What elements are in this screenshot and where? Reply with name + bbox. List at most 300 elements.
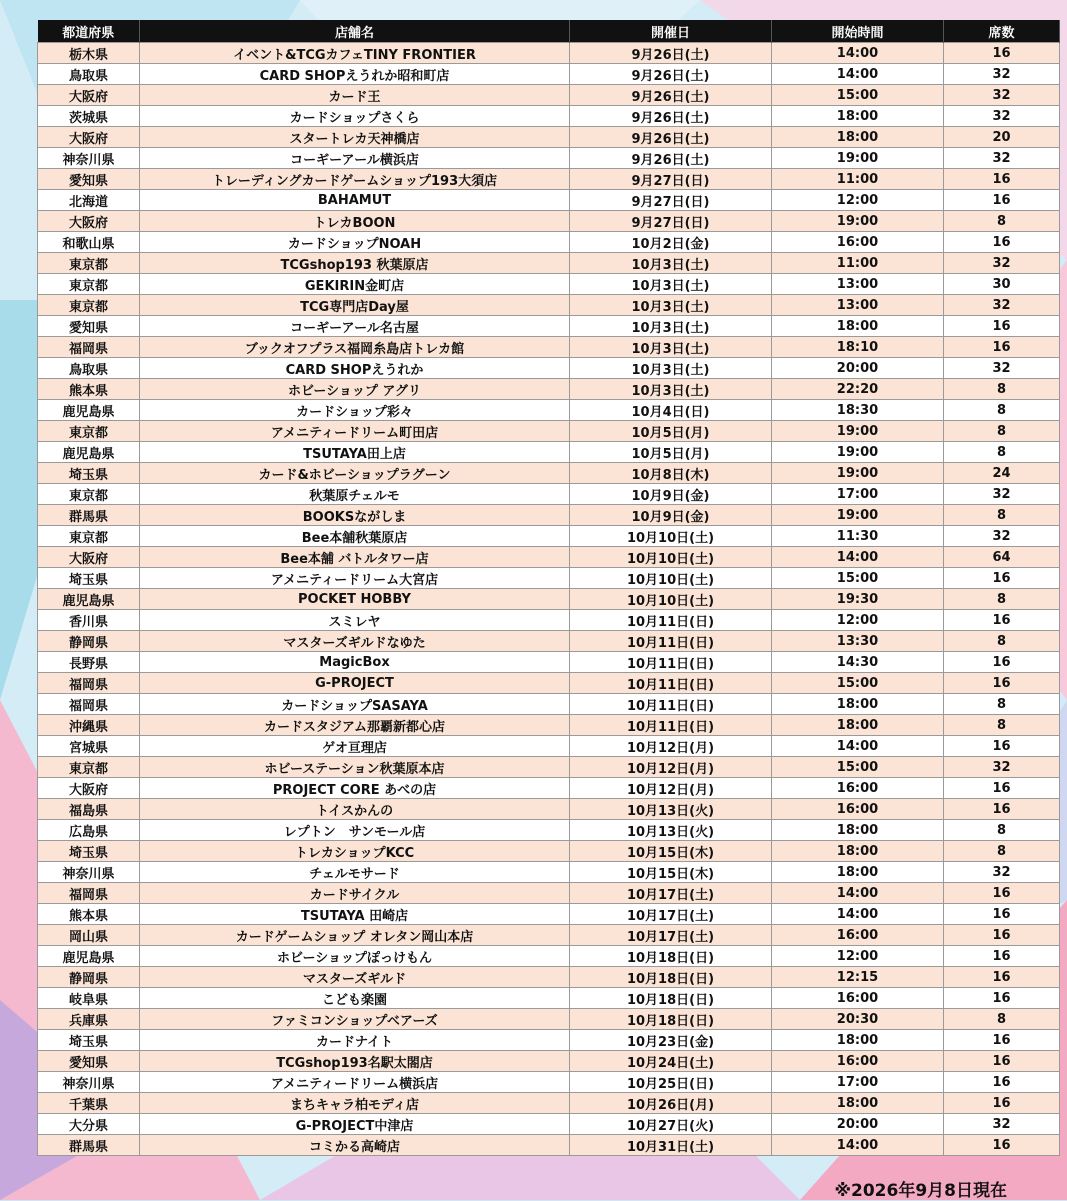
- table-row: [38, 337, 1060, 358]
- cell-seats: 16: [944, 1072, 1060, 1093]
- cell-start-time: 19:00: [772, 505, 944, 526]
- cell-store-name: トレーディングカードゲームショップ193大須店: [140, 169, 570, 190]
- cell-start-time: 22:20: [772, 379, 944, 400]
- cell-prefecture: 福岡県: [38, 673, 140, 694]
- cell-prefecture: 東京都: [38, 484, 140, 505]
- cell-store-name: TSUTAYA田上店: [140, 442, 570, 463]
- cell-seats: 8: [944, 820, 1060, 841]
- cell-store-name: コーギーアール名古屋: [140, 316, 570, 337]
- cell-date: 10月4日(日): [570, 400, 772, 421]
- cell-prefecture: 大阪府: [38, 127, 140, 148]
- table-row: [38, 526, 1060, 547]
- header-date: 開催日: [570, 20, 772, 43]
- cell-date: 10月11日(日): [570, 715, 772, 736]
- cell-seats: 32: [944, 757, 1060, 778]
- cell-date: 10月18日(日): [570, 967, 772, 988]
- cell-start-time: 19:30: [772, 589, 944, 610]
- cell-store-name: カードショップ彩々: [140, 400, 570, 421]
- table-row: [38, 505, 1060, 526]
- table-row: [38, 715, 1060, 736]
- cell-seats: 16: [944, 925, 1060, 946]
- cell-store-name: G-PROJECT中津店: [140, 1114, 570, 1135]
- cell-date: 10月25日(日): [570, 1072, 772, 1093]
- cell-start-time: 14:00: [772, 1135, 944, 1156]
- cell-date: 9月26日(土): [570, 43, 772, 64]
- cell-date: 10月3日(土): [570, 379, 772, 400]
- table-row: [38, 43, 1060, 64]
- cell-start-time: 15:00: [772, 85, 944, 106]
- cell-store-name: CARD SHOPえうれか: [140, 358, 570, 379]
- cell-prefecture: 鹿児島県: [38, 442, 140, 463]
- cell-date: 10月13日(火): [570, 799, 772, 820]
- cell-date: 10月15日(木): [570, 862, 772, 883]
- cell-store-name: Bee本舗秋葉原店: [140, 526, 570, 547]
- cell-prefecture: 静岡県: [38, 967, 140, 988]
- cell-store-name: イベント&TCGカフェTINY FRONTIER: [140, 43, 570, 64]
- table-row: [38, 190, 1060, 211]
- table-row: [38, 1030, 1060, 1051]
- cell-seats: 16: [944, 799, 1060, 820]
- cell-start-time: 14:00: [772, 736, 944, 757]
- cell-seats: 16: [944, 967, 1060, 988]
- cell-seats: 32: [944, 358, 1060, 379]
- cell-date: 10月10日(土): [570, 568, 772, 589]
- cell-store-name: Bee本舗 バトルタワー店: [140, 547, 570, 568]
- cell-start-time: 13:00: [772, 295, 944, 316]
- cell-date: 10月23日(金): [570, 1030, 772, 1051]
- table-row: [38, 358, 1060, 379]
- cell-seats: 16: [944, 1051, 1060, 1072]
- cell-seats: 16: [944, 568, 1060, 589]
- cell-date: 10月31日(土): [570, 1135, 772, 1156]
- cell-start-time: 15:00: [772, 568, 944, 589]
- cell-date: 10月5日(月): [570, 442, 772, 463]
- as-of-date-note: ※2026年9月8日現在: [834, 1181, 1007, 1201]
- table-row: [38, 127, 1060, 148]
- table-row: [38, 820, 1060, 841]
- cell-seats: 16: [944, 673, 1060, 694]
- cell-date: 10月13日(火): [570, 820, 772, 841]
- table-row: [38, 1051, 1060, 1072]
- cell-date: 10月3日(土): [570, 316, 772, 337]
- cell-start-time: 12:00: [772, 190, 944, 211]
- cell-prefecture: 神奈川県: [38, 148, 140, 169]
- table-row: [38, 295, 1060, 316]
- cell-start-time: 11:00: [772, 169, 944, 190]
- cell-start-time: 19:00: [772, 463, 944, 484]
- cell-start-time: 19:00: [772, 442, 944, 463]
- cell-seats: 16: [944, 232, 1060, 253]
- cell-date: 10月12日(月): [570, 778, 772, 799]
- cell-seats: 8: [944, 400, 1060, 421]
- cell-seats: 8: [944, 1009, 1060, 1030]
- cell-seats: 16: [944, 610, 1060, 631]
- table-row: [38, 1114, 1060, 1135]
- cell-date: 10月3日(土): [570, 253, 772, 274]
- cell-store-name: トレカBOON: [140, 211, 570, 232]
- cell-date: 10月17日(土): [570, 925, 772, 946]
- cell-store-name: カードショップさくら: [140, 106, 570, 127]
- cell-date: 10月8日(木): [570, 463, 772, 484]
- table-row: [38, 400, 1060, 421]
- table-row: [38, 967, 1060, 988]
- cell-store-name: まちキャラ柏モディ店: [140, 1093, 570, 1114]
- cell-prefecture: 東京都: [38, 253, 140, 274]
- cell-date: 10月12日(月): [570, 757, 772, 778]
- table-row: [38, 274, 1060, 295]
- cell-seats: 16: [944, 946, 1060, 967]
- cell-start-time: 14:00: [772, 883, 944, 904]
- cell-prefecture: 和歌山県: [38, 232, 140, 253]
- cell-seats: 30: [944, 274, 1060, 295]
- cell-seats: 16: [944, 652, 1060, 673]
- cell-seats: 8: [944, 442, 1060, 463]
- cell-store-name: TCG専門店Day屋: [140, 295, 570, 316]
- cell-seats: 8: [944, 379, 1060, 400]
- cell-start-time: 14:00: [772, 64, 944, 85]
- cell-seats: 16: [944, 190, 1060, 211]
- cell-date: 9月26日(土): [570, 85, 772, 106]
- table-row: [38, 379, 1060, 400]
- cell-date: 10月18日(日): [570, 946, 772, 967]
- cell-start-time: 18:00: [772, 841, 944, 862]
- cell-seats: 8: [944, 715, 1060, 736]
- cell-prefecture: 福島県: [38, 799, 140, 820]
- cell-start-time: 18:10: [772, 337, 944, 358]
- table-row: [38, 610, 1060, 631]
- table-row: [38, 253, 1060, 274]
- cell-start-time: 15:00: [772, 757, 944, 778]
- table-row: [38, 988, 1060, 1009]
- cell-prefecture: 鳥取県: [38, 358, 140, 379]
- cell-seats: 16: [944, 736, 1060, 757]
- cell-seats: 8: [944, 694, 1060, 715]
- cell-prefecture: 神奈川県: [38, 862, 140, 883]
- cell-prefecture: 大分県: [38, 1114, 140, 1135]
- cell-start-time: 20:30: [772, 1009, 944, 1030]
- table-row: [38, 1072, 1060, 1093]
- cell-prefecture: 大阪府: [38, 778, 140, 799]
- table-row: [38, 925, 1060, 946]
- cell-store-name: アメニティードリーム大宮店: [140, 568, 570, 589]
- cell-store-name: アメニティードリーム町田店: [140, 421, 570, 442]
- cell-start-time: 11:30: [772, 526, 944, 547]
- cell-date: 10月11日(日): [570, 631, 772, 652]
- cell-store-name: レプトン サンモール店: [140, 820, 570, 841]
- cell-prefecture: 鹿児島県: [38, 946, 140, 967]
- cell-seats: 16: [944, 1093, 1060, 1114]
- cell-start-time: 17:00: [772, 484, 944, 505]
- cell-date: 10月17日(土): [570, 883, 772, 904]
- cell-date: 10月15日(木): [570, 841, 772, 862]
- cell-start-time: 16:00: [772, 799, 944, 820]
- cell-date: 10月18日(日): [570, 1009, 772, 1030]
- table-row: [38, 652, 1060, 673]
- cell-start-time: 12:00: [772, 946, 944, 967]
- cell-seats: 16: [944, 43, 1060, 64]
- cell-seats: 16: [944, 1030, 1060, 1051]
- cell-seats: 32: [944, 1114, 1060, 1135]
- cell-prefecture: 大阪府: [38, 547, 140, 568]
- cell-start-time: 13:00: [772, 274, 944, 295]
- cell-start-time: 18:00: [772, 1030, 944, 1051]
- cell-store-name: カードサイクル: [140, 883, 570, 904]
- cell-prefecture: 群馬県: [38, 505, 140, 526]
- cell-seats: 32: [944, 253, 1060, 274]
- cell-prefecture: 長野県: [38, 652, 140, 673]
- cell-date: 10月17日(土): [570, 904, 772, 925]
- cell-seats: 32: [944, 526, 1060, 547]
- table-row: [38, 211, 1060, 232]
- cell-date: 10月12日(月): [570, 736, 772, 757]
- cell-seats: 24: [944, 463, 1060, 484]
- cell-prefecture: 東京都: [38, 274, 140, 295]
- table-row: [38, 232, 1060, 253]
- cell-start-time: 13:30: [772, 631, 944, 652]
- cell-prefecture: 鳥取県: [38, 64, 140, 85]
- cell-seats: 32: [944, 484, 1060, 505]
- cell-prefecture: 大阪府: [38, 211, 140, 232]
- table-row: [38, 547, 1060, 568]
- cell-date: 9月27日(日): [570, 169, 772, 190]
- cell-store-name: スタートレカ天神橋店: [140, 127, 570, 148]
- cell-store-name: ファミコンショップベアーズ: [140, 1009, 570, 1030]
- header-start-time: 開始時間: [772, 20, 944, 43]
- cell-start-time: 11:00: [772, 253, 944, 274]
- table-row: [38, 106, 1060, 127]
- cell-start-time: 18:00: [772, 862, 944, 883]
- cell-prefecture: 岡山県: [38, 925, 140, 946]
- cell-start-time: 17:00: [772, 1072, 944, 1093]
- header-prefecture: 都道府県: [38, 20, 140, 43]
- cell-prefecture: 北海道: [38, 190, 140, 211]
- cell-prefecture: 東京都: [38, 757, 140, 778]
- table-row: [38, 442, 1060, 463]
- cell-store-name: チェルモサード: [140, 862, 570, 883]
- cell-seats: 32: [944, 862, 1060, 883]
- cell-prefecture: 埼玉県: [38, 568, 140, 589]
- cell-store-name: MagicBox: [140, 652, 570, 673]
- cell-date: 10月27日(火): [570, 1114, 772, 1135]
- cell-start-time: 19:00: [772, 421, 944, 442]
- cell-store-name: マスターズギルドなゆた: [140, 631, 570, 652]
- header-seats: 席数: [944, 20, 1060, 43]
- cell-store-name: カード&ホビーショップラグーン: [140, 463, 570, 484]
- cell-date: 9月27日(日): [570, 211, 772, 232]
- cell-seats: 32: [944, 64, 1060, 85]
- cell-start-time: 16:00: [772, 988, 944, 1009]
- cell-store-name: カードナイト: [140, 1030, 570, 1051]
- cell-store-name: こども楽園: [140, 988, 570, 1009]
- cell-date: 9月27日(日): [570, 190, 772, 211]
- cell-start-time: 18:00: [772, 715, 944, 736]
- cell-date: 9月26日(土): [570, 148, 772, 169]
- table-row: [38, 736, 1060, 757]
- cell-start-time: 19:00: [772, 211, 944, 232]
- cell-seats: 64: [944, 547, 1060, 568]
- cell-store-name: トレカショップKCC: [140, 841, 570, 862]
- cell-seats: 8: [944, 589, 1060, 610]
- cell-store-name: カードショップNOAH: [140, 232, 570, 253]
- cell-date: 10月10日(土): [570, 526, 772, 547]
- cell-date: 10月11日(日): [570, 652, 772, 673]
- cell-store-name: TCGshop193名駅太閤店: [140, 1051, 570, 1072]
- cell-start-time: 16:00: [772, 1051, 944, 1072]
- cell-store-name: マスターズギルド: [140, 967, 570, 988]
- cell-start-time: 14:30: [772, 652, 944, 673]
- table-row: [38, 841, 1060, 862]
- table-row: [38, 1093, 1060, 1114]
- table-row: [38, 568, 1060, 589]
- cell-date: 9月26日(土): [570, 106, 772, 127]
- cell-start-time: 16:00: [772, 778, 944, 799]
- cell-date: 10月18日(日): [570, 988, 772, 1009]
- cell-date: 10月3日(土): [570, 358, 772, 379]
- cell-start-time: 18:30: [772, 400, 944, 421]
- cell-prefecture: 兵庫県: [38, 1009, 140, 1030]
- cell-store-name: ホビーショップぽっけもん: [140, 946, 570, 967]
- table-row: [38, 694, 1060, 715]
- cell-date: 10月9日(金): [570, 484, 772, 505]
- cell-prefecture: 広島県: [38, 820, 140, 841]
- cell-date: 10月11日(日): [570, 610, 772, 631]
- table-row: [38, 631, 1060, 652]
- cell-date: 10月11日(日): [570, 673, 772, 694]
- cell-prefecture: 宮城県: [38, 736, 140, 757]
- table-row: [38, 673, 1060, 694]
- cell-seats: 8: [944, 211, 1060, 232]
- header-store-name: 店舗名: [140, 20, 570, 43]
- cell-store-name: POCKET HOBBY: [140, 589, 570, 610]
- cell-date: 10月10日(土): [570, 589, 772, 610]
- cell-seats: 32: [944, 148, 1060, 169]
- cell-prefecture: 愛知県: [38, 1051, 140, 1072]
- cell-prefecture: 静岡県: [38, 631, 140, 652]
- table-row: [38, 862, 1060, 883]
- cell-start-time: 18:00: [772, 316, 944, 337]
- cell-store-name: 秋葉原チェルモ: [140, 484, 570, 505]
- cell-store-name: アメニティードリーム横浜店: [140, 1072, 570, 1093]
- table-row: [38, 148, 1060, 169]
- cell-start-time: 16:00: [772, 925, 944, 946]
- cell-prefecture: 熊本県: [38, 379, 140, 400]
- cell-store-name: ゲオ亘理店: [140, 736, 570, 757]
- table-header: [38, 20, 1060, 43]
- cell-start-time: 20:00: [772, 1114, 944, 1135]
- cell-prefecture: 東京都: [38, 421, 140, 442]
- cell-seats: 16: [944, 169, 1060, 190]
- cell-prefecture: 千葉県: [38, 1093, 140, 1114]
- cell-seats: 16: [944, 1135, 1060, 1156]
- cell-start-time: 14:00: [772, 904, 944, 925]
- cell-seats: 20: [944, 127, 1060, 148]
- cell-seats: 16: [944, 988, 1060, 1009]
- cell-store-name: カードゲームショップ オレタン岡山本店: [140, 925, 570, 946]
- cell-date: 10月5日(月): [570, 421, 772, 442]
- table-row: [38, 904, 1060, 925]
- cell-prefecture: 群馬県: [38, 1135, 140, 1156]
- cell-prefecture: 岐阜県: [38, 988, 140, 1009]
- cell-start-time: 18:00: [772, 1093, 944, 1114]
- cell-seats: 16: [944, 337, 1060, 358]
- cell-store-name: BOOKSながしま: [140, 505, 570, 526]
- cell-prefecture: 茨城県: [38, 106, 140, 127]
- cell-prefecture: 福岡県: [38, 694, 140, 715]
- cell-prefecture: 熊本県: [38, 904, 140, 925]
- cell-start-time: 14:00: [772, 43, 944, 64]
- cell-date: 10月26日(月): [570, 1093, 772, 1114]
- cell-prefecture: 神奈川県: [38, 1072, 140, 1093]
- cell-prefecture: 鹿児島県: [38, 400, 140, 421]
- table-row: [38, 484, 1060, 505]
- cell-date: 10月3日(土): [570, 274, 772, 295]
- table-row: [38, 85, 1060, 106]
- cell-store-name: コーギーアール横浜店: [140, 148, 570, 169]
- table-row: [38, 463, 1060, 484]
- cell-start-time: 18:00: [772, 694, 944, 715]
- cell-prefecture: 埼玉県: [38, 463, 140, 484]
- cell-store-name: PROJECT CORE あべの店: [140, 778, 570, 799]
- cell-store-name: GEKIRIN金町店: [140, 274, 570, 295]
- cell-date: 10月2日(金): [570, 232, 772, 253]
- table-row: [38, 883, 1060, 904]
- table-row: [38, 421, 1060, 442]
- table-row: [38, 778, 1060, 799]
- event-schedule-table: [37, 20, 1060, 1156]
- cell-start-time: 15:00: [772, 673, 944, 694]
- table-row: [38, 64, 1060, 85]
- cell-prefecture: 愛知県: [38, 316, 140, 337]
- cell-prefecture: 福岡県: [38, 337, 140, 358]
- cell-date: 10月11日(日): [570, 694, 772, 715]
- cell-store-name: ホビーステーション秋葉原本店: [140, 757, 570, 778]
- cell-prefecture: 東京都: [38, 526, 140, 547]
- cell-date: 10月3日(土): [570, 337, 772, 358]
- cell-seats: 8: [944, 505, 1060, 526]
- cell-store-name: TSUTAYA 田崎店: [140, 904, 570, 925]
- table-row: [38, 757, 1060, 778]
- cell-store-name: カード王: [140, 85, 570, 106]
- cell-start-time: 18:00: [772, 106, 944, 127]
- cell-prefecture: 埼玉県: [38, 1030, 140, 1051]
- cell-seats: 8: [944, 631, 1060, 652]
- cell-date: 10月9日(金): [570, 505, 772, 526]
- cell-seats: 8: [944, 841, 1060, 862]
- event-table-container: [37, 20, 1059, 1156]
- cell-seats: 16: [944, 883, 1060, 904]
- cell-seats: 16: [944, 904, 1060, 925]
- cell-prefecture: 東京都: [38, 295, 140, 316]
- cell-store-name: コミかる高崎店: [140, 1135, 570, 1156]
- cell-seats: 32: [944, 295, 1060, 316]
- cell-prefecture: 埼玉県: [38, 841, 140, 862]
- cell-start-time: 18:00: [772, 127, 944, 148]
- cell-store-name: ブックオフプラス福岡糸島店トレカ館: [140, 337, 570, 358]
- table-row: [38, 1009, 1060, 1030]
- cell-store-name: TCGshop193 秋葉原店: [140, 253, 570, 274]
- cell-prefecture: 香川県: [38, 610, 140, 631]
- cell-start-time: 16:00: [772, 232, 944, 253]
- cell-prefecture: 愛知県: [38, 169, 140, 190]
- cell-prefecture: 大阪府: [38, 85, 140, 106]
- cell-store-name: カードスタジアム那覇新都心店: [140, 715, 570, 736]
- cell-seats: 32: [944, 106, 1060, 127]
- cell-start-time: 18:00: [772, 820, 944, 841]
- cell-date: 9月26日(土): [570, 64, 772, 85]
- cell-prefecture: 栃木県: [38, 43, 140, 64]
- cell-date: 9月26日(土): [570, 127, 772, 148]
- cell-seats: 8: [944, 421, 1060, 442]
